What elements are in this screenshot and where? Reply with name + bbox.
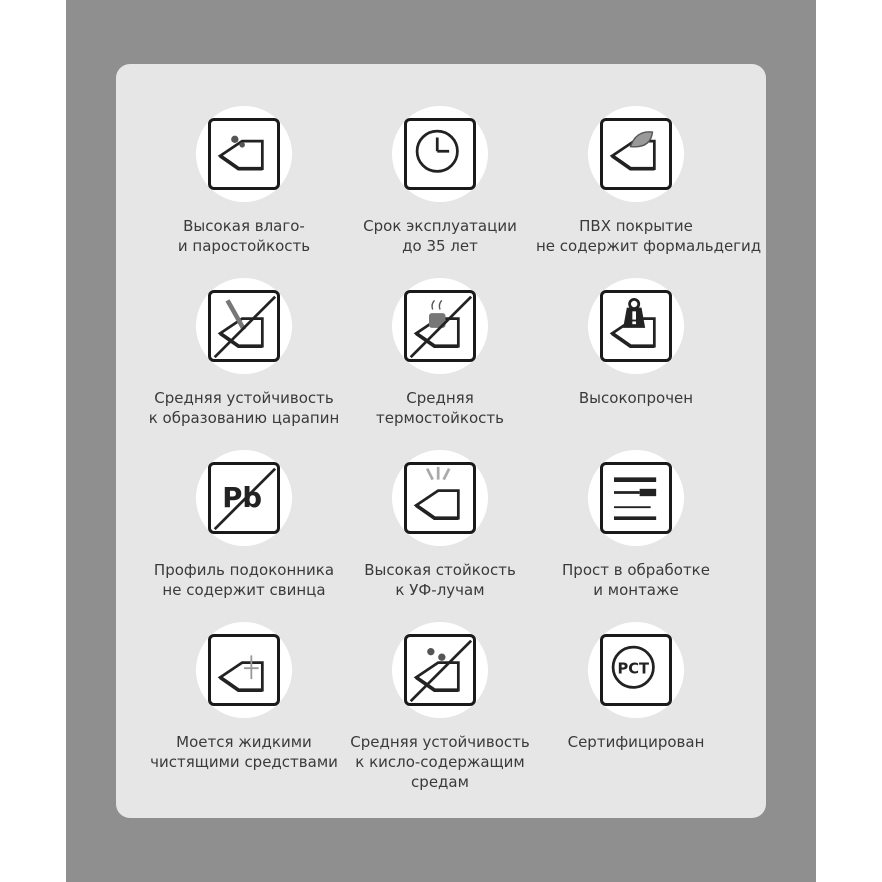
feature-uv: Высокая стойкость к УФ-лучам <box>340 450 540 600</box>
leaf-icon <box>588 106 684 202</box>
weight-icon <box>588 278 684 374</box>
clock-icon <box>392 106 488 202</box>
feature-moisture: Высокая влаго- и паростойкость <box>144 106 344 256</box>
certified-icon <box>588 622 684 718</box>
scratch-resistance-icon <box>196 278 292 374</box>
hot-cup-icon <box>392 278 488 374</box>
uv-resistance-icon <box>392 450 488 546</box>
svg-text:РСТ: РСТ <box>617 660 649 678</box>
feature-pvc: ПВХ покрытие не содержит формальдегид <box>536 106 736 256</box>
feature-lifetime: Срок эксплуатации до 35 лет <box>340 106 540 256</box>
cleaning-icon <box>196 622 292 718</box>
moisture-resistance-icon <box>196 106 292 202</box>
acid-resistance-icon <box>392 622 488 718</box>
feature-lead-free: Pb Профиль подоконника не содержит свинца <box>144 450 344 600</box>
lead-free-icon <box>196 450 292 546</box>
feature-processing: Прост в обработке и монтаже <box>536 450 736 600</box>
feature-cleaning: Моется жидкими чистящими средствами <box>144 622 344 772</box>
tools-icon <box>588 450 684 546</box>
feature-acid: Средняя устойчивость к кисло-содержащим средам <box>340 622 540 792</box>
feature-scratch: Средняя устойчивость к образованию царапин <box>144 278 344 428</box>
feature-certified: РСТ Сертифицирован <box>536 622 736 752</box>
feature-heat: Средняя термостойкость <box>340 278 540 428</box>
feature-strength: Высокопрочен <box>536 278 736 408</box>
svg-text:Pb: Pb <box>222 482 263 515</box>
